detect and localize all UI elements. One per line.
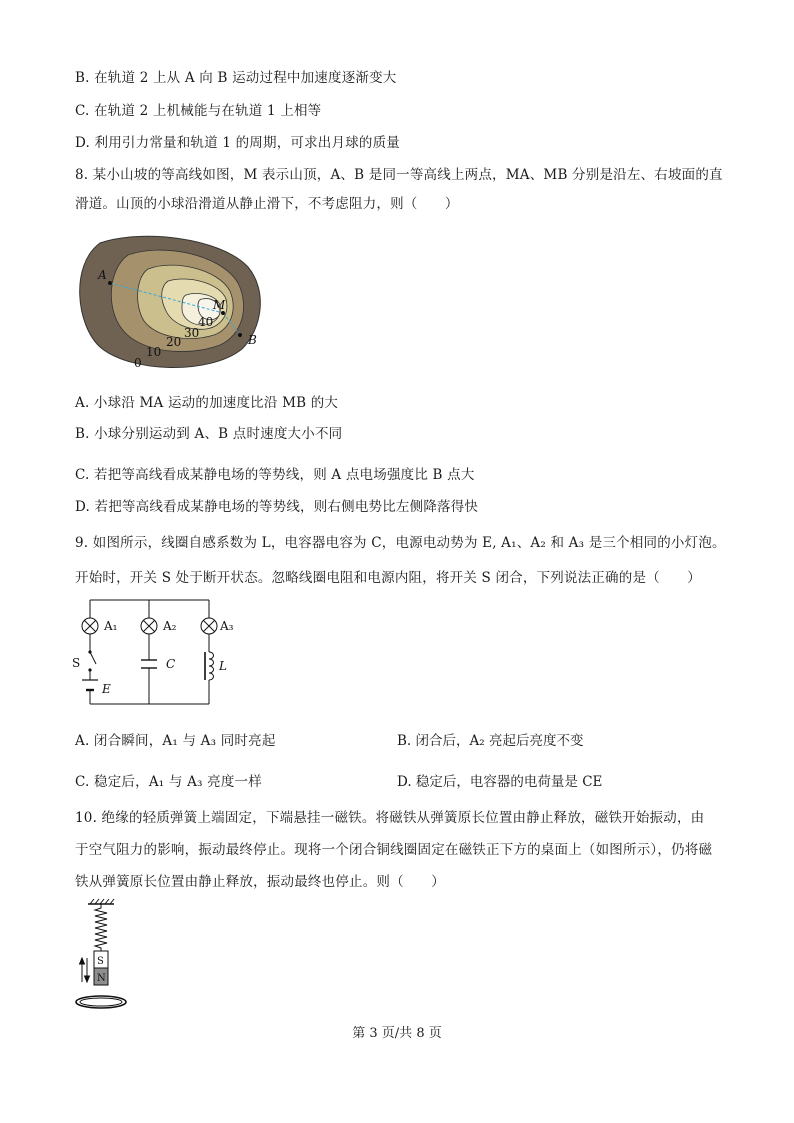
label-m: M: [213, 298, 226, 312]
label-capacitor: C: [166, 657, 176, 671]
point-b-dot: [238, 333, 242, 337]
q9-option-b: B. 闭合后，A₂ 亮起后亮度不变: [397, 733, 584, 749]
q10-stem-line3: 铁从弹簧原长位置由静止释放，振动最终也停止。则（ ）: [75, 874, 445, 890]
q9-option-a: A. 闭合瞬间，A₁ 与 A₃ 同时亮起: [75, 733, 276, 749]
label-pole-n: N: [97, 973, 106, 984]
contour-label-20: 20: [166, 335, 182, 349]
q8-stem-line2: 滑道。山顶的小球沿滑道从静止滑下，不考虑阻力，则（ ）: [75, 196, 459, 212]
oscillation-arrows: [80, 958, 90, 982]
contour-label-30: 30: [184, 326, 200, 340]
switch-contact: [88, 668, 91, 671]
label-source: E: [102, 682, 111, 696]
contour-map-figure: [70, 225, 270, 375]
q9-stem-line1: 9. 如图所示，线圈自感系数为 L，电容器电容为 C，电源电动势为 E, A₁、A₂ 和 A₃ 是三个相同的小灯泡。: [75, 535, 726, 551]
q9-stem-line2: 开始时，开关 S 处于断开状态。忽略线圈电阻和电源内阻，将开关 S 闭合，下列说法正确的是（ ）: [75, 570, 701, 586]
q10-stem-line2: 于空气阻力的影响，振动最终停止。现将一个闭合铜线圈固定在磁铁正下方的桌面上（如图所示），仍将磁: [75, 842, 713, 858]
q7-option-d: D. 利用引力常量和轨道 1 的周期，可求出月球的质量: [75, 135, 400, 151]
contour-label-40: 40: [198, 315, 214, 329]
q7-option-b: B. 在轨道 2 上从 A 向 B 运动过程中加速度逐渐变大: [75, 70, 397, 86]
label-inductor: L: [219, 659, 227, 673]
point-a-dot: [108, 281, 112, 285]
q8-option-d: D. 若把等高线看成某静电场的等势线，则右侧电势比左侧降落得快: [75, 499, 479, 515]
capacitor-symbol: [141, 660, 157, 668]
label-a2: A₂: [163, 619, 177, 633]
q8-stem-line1: 8. 某小山坡的等高线如图，M 表示山顶，A、B 是同一等高线上两点，MA、MB 分别是沿左、右坡面的直: [75, 167, 723, 183]
lamp-a3: [201, 618, 217, 634]
q8-option-c: C. 若把等高线看成某静电场的等势线，则 A 点电场强度比 B 点大: [75, 467, 475, 483]
q8-option-a: A. 小球沿 MA 运动的加速度比沿 MB 的大: [75, 395, 339, 411]
label-b: B: [248, 333, 257, 347]
q10-stem-line1: 10. 绝缘的轻质弹簧上端固定，下端悬挂一磁铁。将磁铁从弹簧原长位置由静止释放，磁铁开始振动，由: [75, 810, 705, 826]
spring-magnet-figure: [70, 896, 140, 1014]
label-a: A: [98, 268, 107, 282]
contour-label-10: 10: [146, 345, 162, 359]
q9-option-d: D. 稳定后，电容器的电荷量是 CE: [397, 774, 603, 790]
label-a1: A₁: [104, 619, 118, 633]
label-switch: S: [72, 656, 81, 670]
q9-option-c: C. 稳定后，A₁ 与 A₃ 亮度一样: [75, 774, 262, 790]
inductor-symbol: [205, 652, 214, 680]
copper-coil: [76, 996, 126, 1008]
lamp-a1: [82, 618, 98, 634]
circuit-figure: [68, 592, 238, 710]
q7-option-c: C. 在轨道 2 上机械能与在轨道 1 上相等: [75, 103, 322, 119]
lamp-a2: [141, 618, 157, 634]
ceiling-mount: [88, 899, 114, 904]
spring: [95, 904, 107, 951]
switch-contact: [88, 650, 91, 653]
q8-option-b: B. 小球分别运动到 A、B 点时速度大小不同: [75, 426, 343, 442]
battery-symbol: [82, 680, 98, 690]
label-pole-s: S: [97, 956, 104, 967]
contour-label-0: 0: [134, 356, 142, 370]
label-a3: A₃: [220, 619, 234, 633]
page-footer: 第 3 页/共 8 页: [352, 1026, 442, 1041]
